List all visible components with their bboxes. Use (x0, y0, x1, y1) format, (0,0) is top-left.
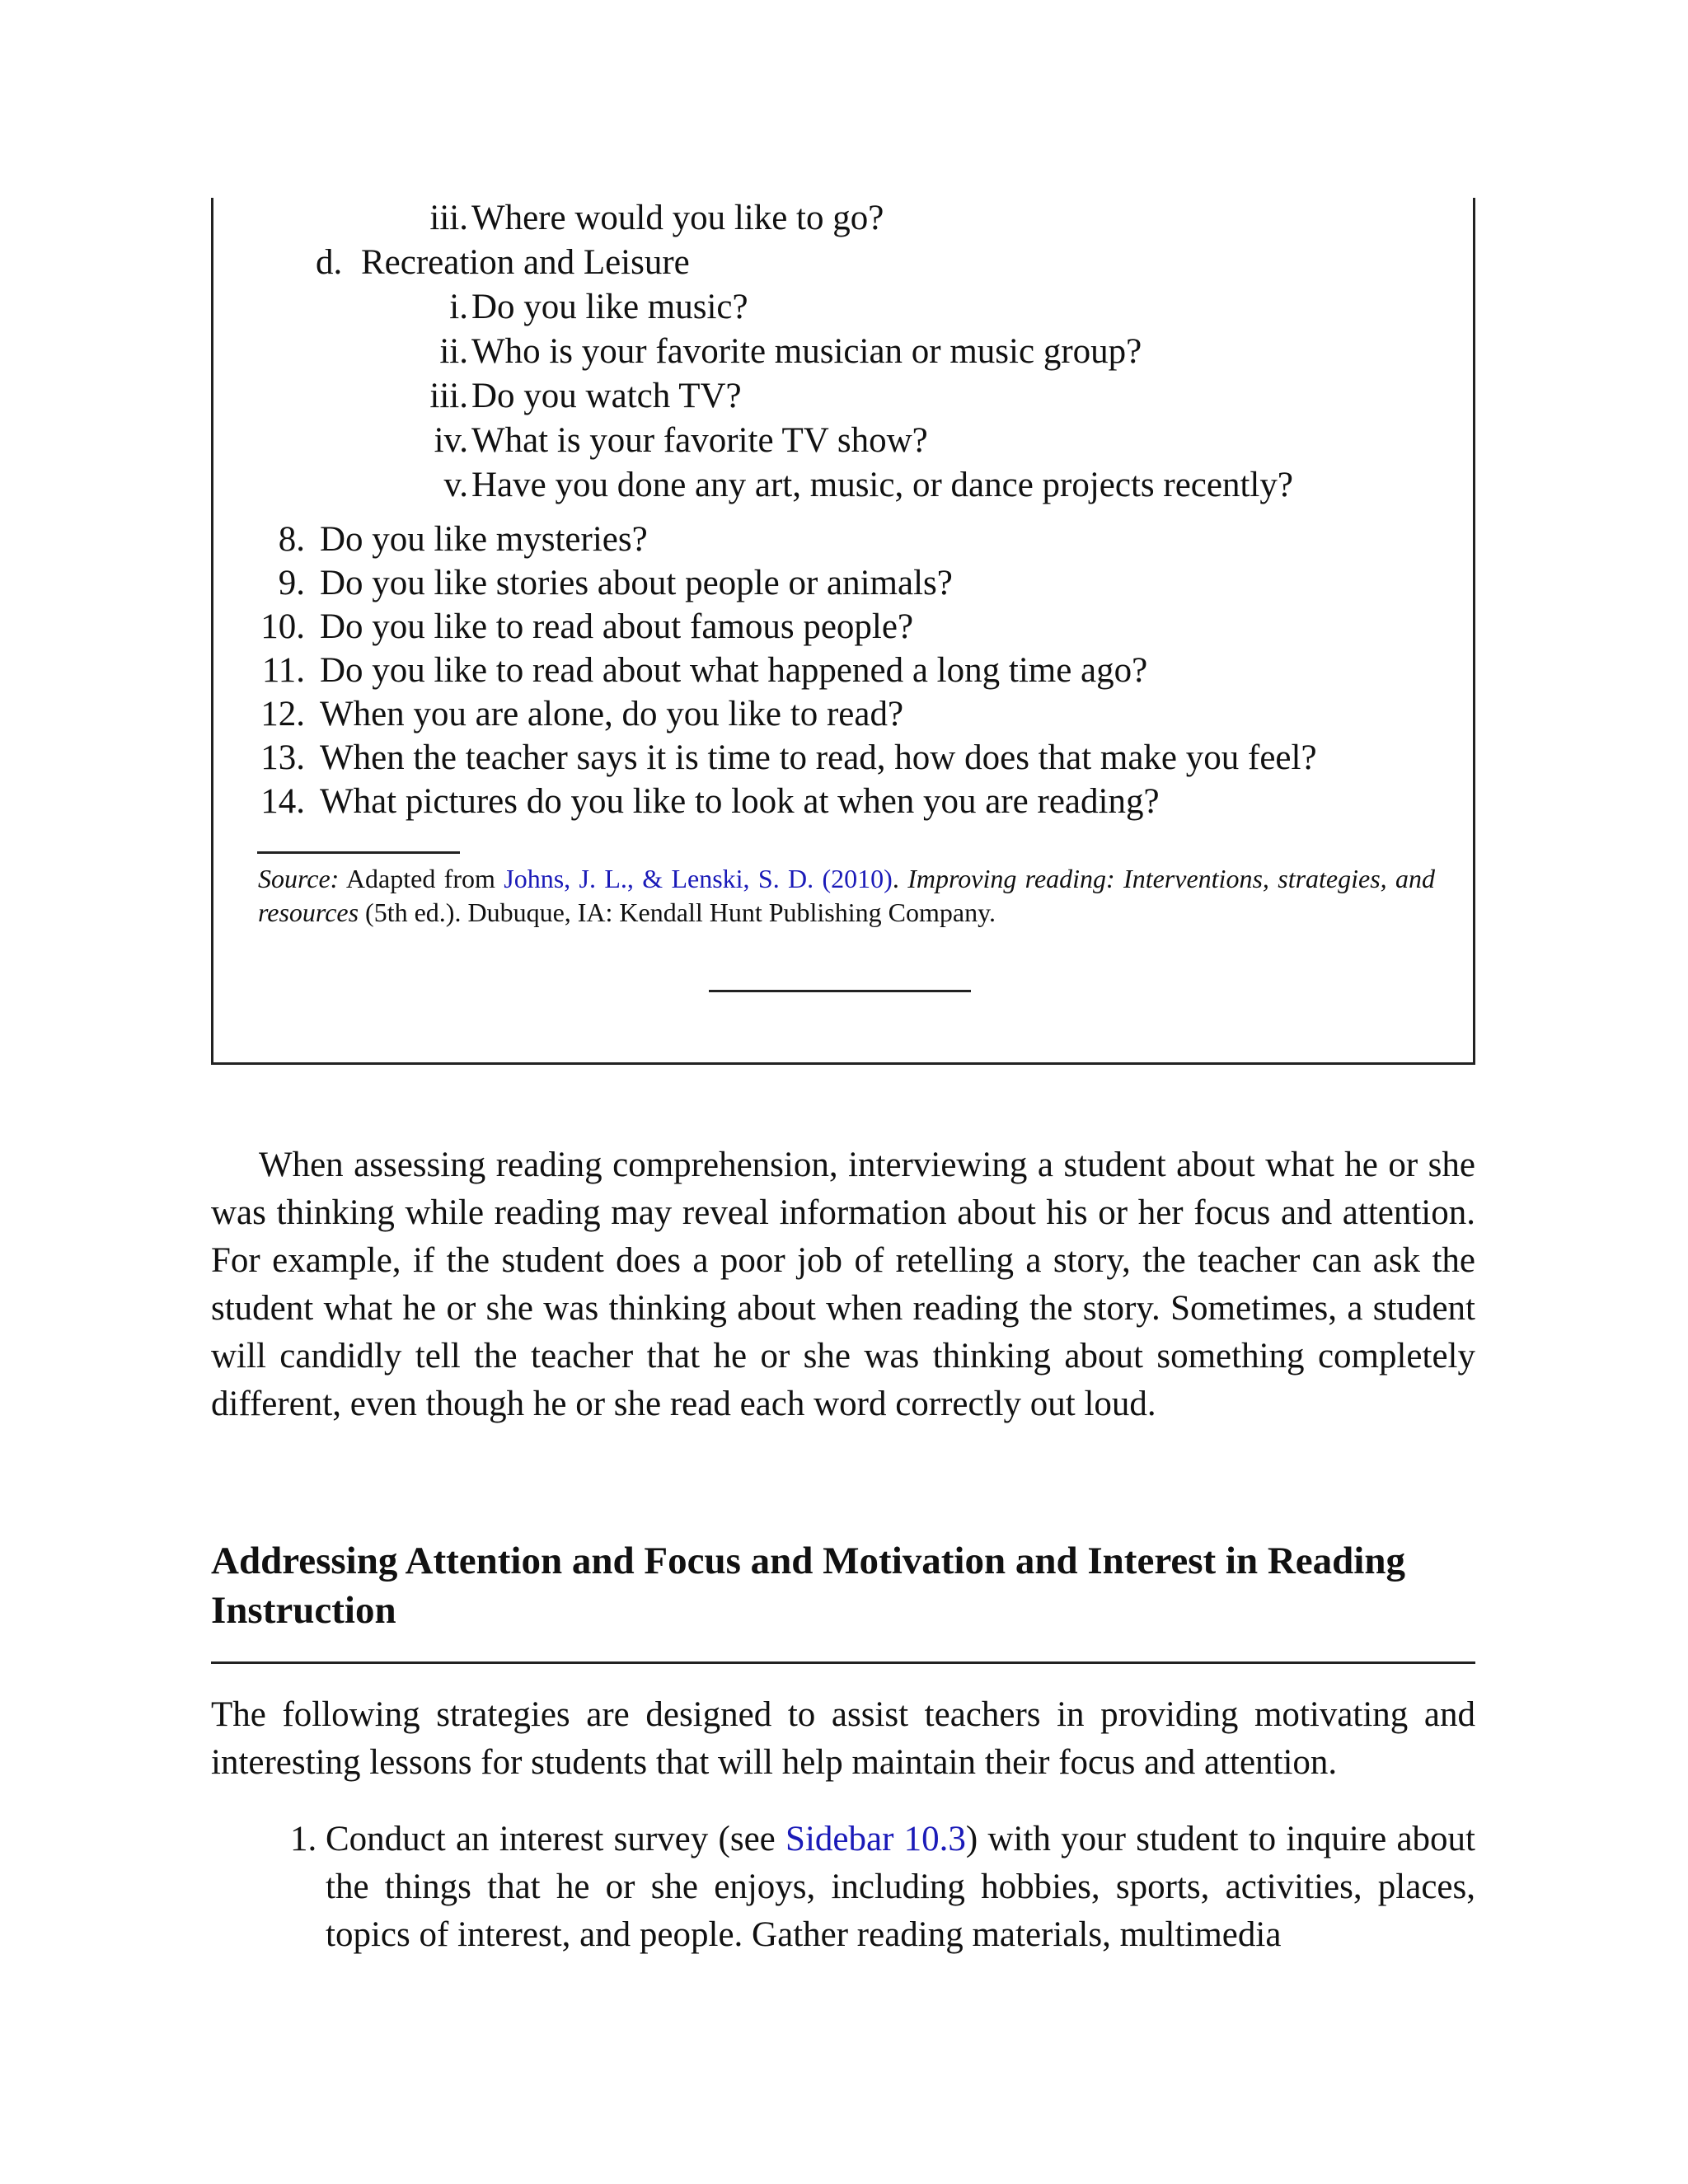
item-number: 14. (260, 782, 305, 821)
item-text: When you are alone, do you like to read? (320, 695, 904, 733)
roman-item-text: What is your favorite TV show? (471, 421, 928, 460)
roman-numeral: i. (449, 288, 468, 326)
roman-item-text: Where would you like to go? (471, 199, 884, 237)
roman-numeral: iii. (429, 199, 468, 237)
item-number: 10. (260, 607, 305, 646)
source-rest: (5th ed.). Dubuque, IA: Kendall Hunt Publishing Company. (365, 898, 996, 927)
roman-numeral: v. (443, 466, 468, 504)
citation-link[interactable]: Johns, J. L., & Lenski, S. D. (2010) (504, 864, 893, 893)
item-text: What pictures do you like to look at when you are reading? (320, 782, 1160, 821)
source-title: Improving reading: Interventions, strategies, and resources (258, 864, 1436, 927)
strategy-item-1 (326, 1816, 1475, 1959)
section-heading: Addressing Attention and Focus and Motivation and Interest in Reading Instruction (211, 1540, 1405, 1632)
item-number: 9. (278, 564, 305, 602)
sidebar-end-rule (709, 990, 971, 992)
roman-item-text: Do you watch TV? (471, 377, 742, 415)
item-text: When the teacher says it is time to read, how does that make you feel? (320, 738, 1317, 777)
item-number: 8. (278, 520, 305, 559)
item-text: Do you like mysteries? (320, 520, 648, 559)
source-citation: Source: Adapted from Johns, J. L., & Lenski, S. D. (2010). Improving reading: Interventions, strategies, and resources (5th ed.). Dubuque, IA: Kendall Hunt Publishing Company. (258, 864, 1436, 927)
strategy-text-start: Conduct an interest survey (see (326, 1820, 776, 1858)
item-text: Do you like to read about what happened a long time ago? (320, 651, 1148, 690)
source-label: Source: (258, 864, 340, 893)
section-letter: d. (316, 243, 343, 282)
roman-numeral: iv. (434, 421, 468, 460)
item-text: Do you like to read about famous people? (320, 607, 914, 646)
item-text: Do you like stories about people or animals? (320, 564, 953, 602)
item-number: 13. (260, 738, 305, 777)
strategy-text-rest: ) with your student to inquire about the things that he or she enjoys, including hobbies, sports, activities, places, topics of interest, and people. Gather reading materials, multimedia (326, 1820, 1476, 1954)
intro-paragraph: The following strategies are designed to assist teachers in providing motivating and interesting lessons for students that will help maintain their focus and attention. (211, 1695, 1475, 1782)
section-title: Recreation and Leisure (361, 243, 690, 282)
roman-item-text: Have you done any art, music, or dance projects recently? (471, 466, 1293, 504)
body-paragraph: When assessing reading comprehension, interviewing a student about what he or she was thinking while reading may reveal information about his or her focus and attention. For example, if the student does a poor job of retelling a story, the teacher can ask the student what he or she was thinking about when reading the story. Sometimes, a student will candidly tell the teacher that he or she was thinking about something completely different, even though he or she read each word correctly out loud. (211, 1146, 1475, 1423)
item-number: 12. (260, 695, 305, 733)
roman-item-text: Do you like music? (471, 288, 748, 326)
item-number: 11. (261, 651, 305, 690)
sidebar-link[interactable]: Sidebar 10.3 (785, 1820, 966, 1858)
roman-item-text: Who is your favorite musician or music group? (471, 332, 1142, 371)
roman-numeral: iii. (429, 377, 468, 415)
footnote-rule (257, 851, 460, 854)
strategy-number: 1. (290, 1820, 317, 1858)
source-prefix: Adapted from (345, 864, 495, 893)
heading-rule (211, 1661, 1475, 1664)
roman-numeral: ii. (439, 332, 468, 371)
